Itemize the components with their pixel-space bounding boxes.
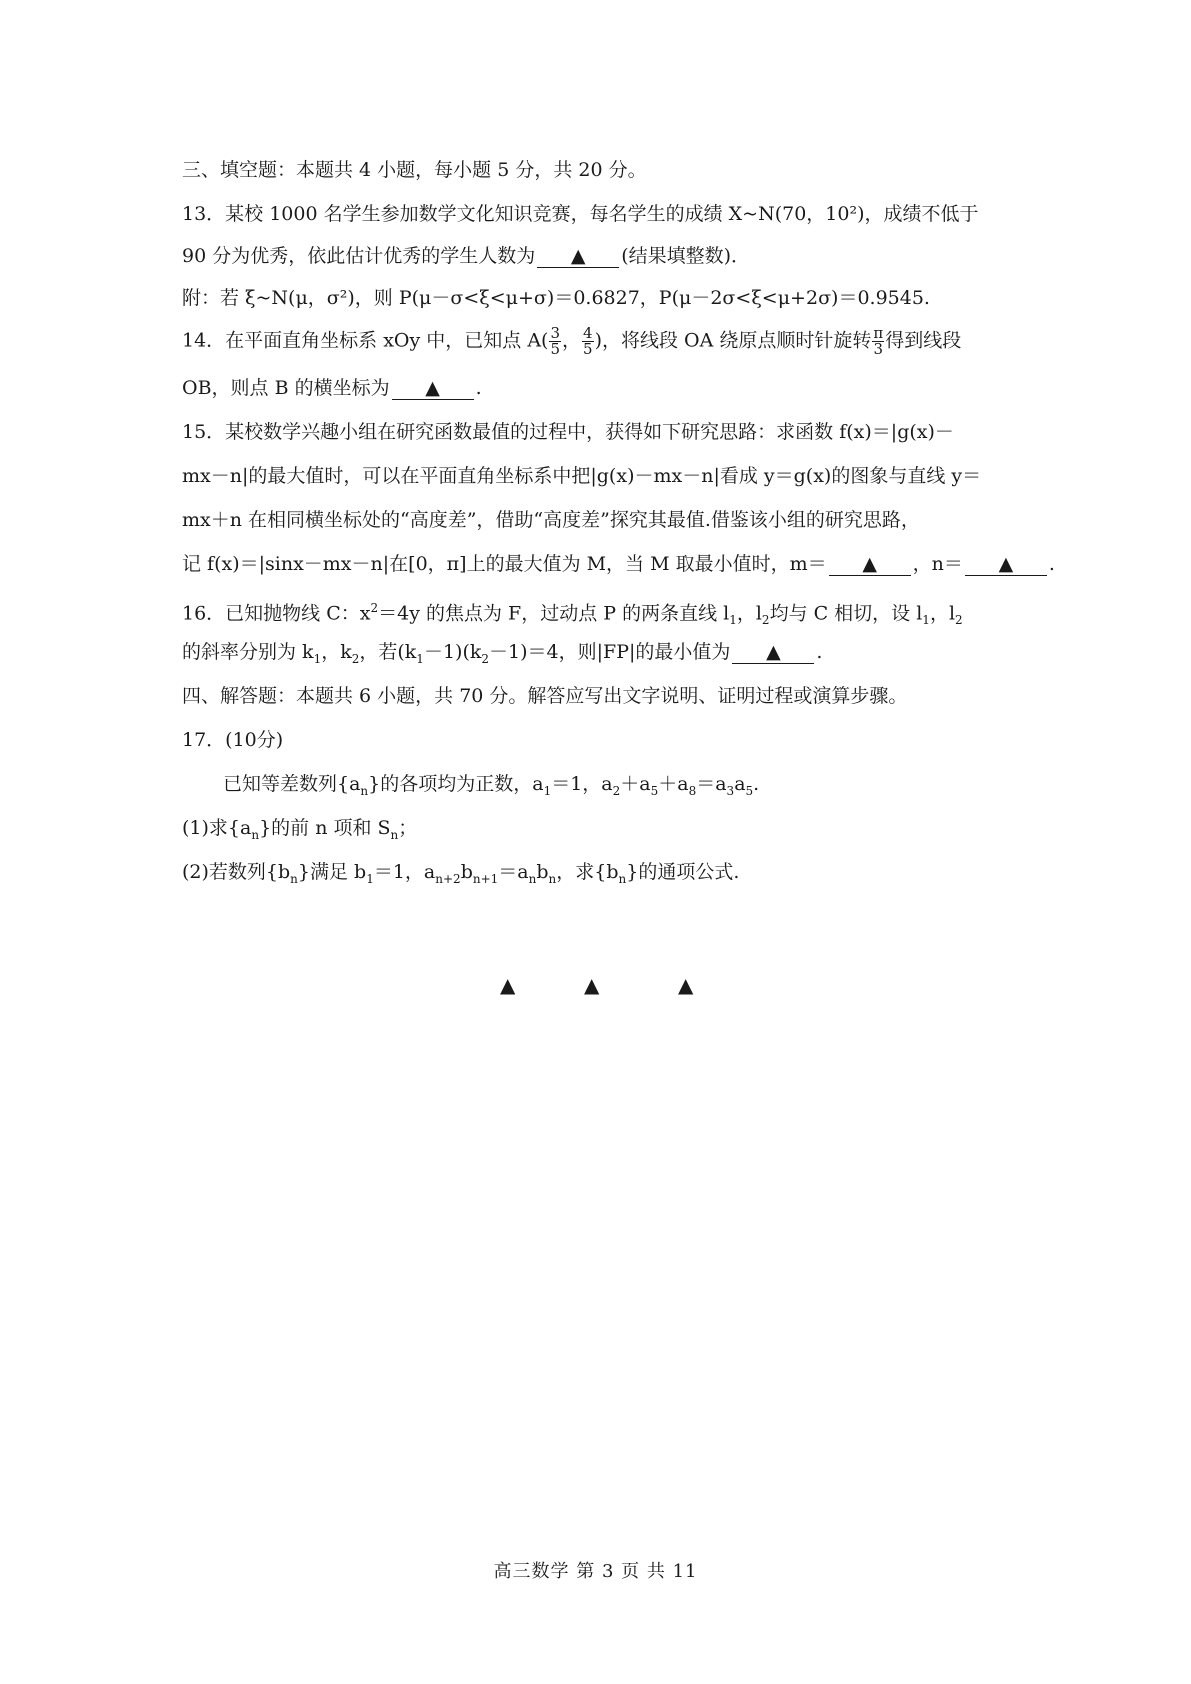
subscript: 1: [729, 613, 737, 628]
q17-text: ＝1，a: [551, 773, 613, 795]
subscript: 1: [416, 651, 424, 666]
subscript: n: [390, 827, 399, 842]
subscript: n: [548, 871, 557, 886]
q17-title: 17．(10分): [182, 729, 284, 751]
q17-text: (2)若数列{b: [182, 861, 291, 883]
subscript: 8: [688, 783, 697, 798]
q17-text: 已知等差数列{a: [223, 773, 361, 795]
q16-text: ，l: [736, 602, 762, 625]
subscript: 5: [650, 783, 659, 798]
fraction-numerator: 4: [583, 324, 593, 342]
subscript: n+2: [435, 871, 461, 886]
subscript: n: [618, 871, 627, 886]
q14-line-2: [182, 374, 482, 402]
q17-text: }满足 b: [297, 861, 367, 883]
q16-line-1: [182, 594, 963, 634]
q15-line-1: 15．某校数学兴趣小组在研究函数最值的过程中，获得如下研究思路：求函数 f(x)＝|g(x)－: [182, 421, 954, 443]
subscript: 1: [543, 783, 552, 798]
subscript: 1: [313, 651, 322, 666]
q16-text: 均与 C 相切，设 l: [769, 602, 923, 625]
q16-text: .: [816, 641, 823, 663]
superscript: 2: [370, 601, 379, 615]
q15-text: ，n＝: [912, 553, 963, 575]
answer-blank: ▲: [537, 245, 619, 268]
subscript: 2: [761, 613, 770, 628]
q17-text: (1)求{a: [182, 817, 252, 839]
fraction: [872, 326, 884, 357]
q14-text: .: [475, 377, 482, 399]
fraction: [549, 326, 561, 357]
q17-text: .: [753, 773, 760, 795]
q16-text: 16．已知抛物线 C：x: [182, 602, 371, 625]
q17-text: }的通项公式.: [626, 861, 740, 883]
page-footer: 高三数学 第 3 页 共 11: [493, 1561, 698, 1582]
q14-text: 得到线段: [885, 329, 962, 352]
q17-text: ；: [398, 817, 418, 839]
q15-text: .: [1048, 553, 1055, 575]
q13-line-1: 13．某校 1000 名学生参加数学文化知识竞赛，每名学生的成绩 X~N(70，10²)，成绩不低于: [182, 203, 979, 225]
subscript: 2: [955, 613, 963, 628]
q14-line-1: [182, 326, 961, 357]
subscript: n: [251, 827, 260, 842]
answer-blank-n: ▲: [965, 553, 1047, 576]
section-3-heading: 三、填空题：本题共 4 小题，每小题 5 分，共 20 分。: [182, 159, 647, 181]
q13-text: 90 分为优秀，依此估计优秀的学生人数为: [182, 245, 536, 267]
q15-line-2: mx－n|的最大值时，可以在平面直角坐标系中把|g(x)－mx－n|看成 y＝g(x)的图象与直线 y＝: [182, 465, 982, 487]
q16-text: 的斜率分别为 k: [182, 641, 314, 663]
triangle-marker: ▲: [584, 973, 600, 997]
q17-text: b: [460, 861, 473, 883]
subscript: 2: [612, 783, 621, 798]
answer-blank: ▲: [392, 377, 474, 400]
subscript: n: [528, 871, 537, 886]
subscript: 5: [745, 783, 754, 798]
fraction-denominator: 5: [583, 340, 593, 358]
q17-text: ＝a: [696, 773, 727, 795]
q17-text: b: [536, 861, 549, 883]
q16-text: ，若(k: [359, 641, 417, 663]
subscript: 1: [366, 871, 374, 886]
subscript: 2: [481, 651, 490, 666]
fraction: [582, 326, 594, 357]
answer-blank: ▲: [732, 641, 814, 664]
q16-line-2: [182, 638, 822, 673]
q17-part-1: [182, 814, 417, 849]
q17-part-2: [182, 858, 739, 893]
subscript: n: [360, 783, 369, 798]
q15-text: 记 f(x)＝|sinx－mx－n|在[0，π]上的最大值为 M，当 M 取最小值时，m＝: [182, 553, 827, 575]
subscript: n+1: [472, 871, 499, 886]
subscript: 3: [726, 783, 735, 798]
q16-text: ，k: [321, 641, 352, 663]
q17-text: ，求{b: [556, 861, 619, 883]
q17-text: ＋a: [658, 773, 689, 795]
q17-text: }的各项均为正数，a: [368, 773, 544, 795]
q14-text: OB，则点 B 的横坐标为: [182, 377, 390, 399]
q17-text: }的前 n 项和 S: [259, 817, 391, 839]
q15-line-3: mx＋n 在相同横坐标处的“高度差”，借助“高度差”探究其最值.借鉴该小组的研究思路，: [182, 509, 920, 531]
q14-text: )，将线段 OA 绕原点顺时针旋转: [594, 329, 872, 352]
triangle-marker: ▲: [500, 973, 516, 997]
section-4-heading: 四、解答题：本题共 6 小题，共 70 分。解答应写出文字说明、证明过程或演算步骤。: [182, 685, 908, 707]
q14-text: 14．在平面直角坐标系 xOy 中，已知点 A(: [182, 329, 549, 352]
q17-text: ＝a: [498, 861, 529, 883]
q15-line-4: [182, 550, 1055, 578]
subscript: n: [290, 871, 298, 886]
q16-text: －1)(k: [423, 641, 482, 663]
fraction-denominator: 5: [550, 340, 561, 358]
q13-text: (结果填整数)．: [621, 245, 751, 267]
q17-text: ＝1，a: [373, 861, 436, 883]
answer-blank-m: ▲: [829, 553, 911, 576]
subscript: 2: [351, 651, 360, 666]
subscript: 1: [922, 613, 930, 628]
q14-text: ，: [562, 329, 582, 352]
q17-text: ＋a: [620, 773, 651, 795]
triangle-marker: ▲: [678, 973, 694, 997]
q16-text: ，l: [929, 602, 956, 625]
q17-text: a: [734, 773, 746, 795]
fraction-numerator: π: [873, 324, 884, 342]
fraction-numerator: 3: [550, 324, 561, 342]
q16-text: ＝4y 的焦点为 F，过动点 P 的两条直线 l: [378, 602, 730, 625]
q17-stem: [223, 770, 759, 805]
q13-note: 附：若 ξ~N(μ，σ²)，则 P(μ－σ<ξ<μ+σ)＝0.6827，P(μ－2σ<ξ<μ+2σ)＝0.9545.: [182, 287, 930, 309]
q13-line-2: [182, 242, 750, 270]
fraction-denominator: 3: [873, 340, 884, 358]
q16-text: －1)＝4，则|FP|的最小值为: [489, 641, 731, 663]
